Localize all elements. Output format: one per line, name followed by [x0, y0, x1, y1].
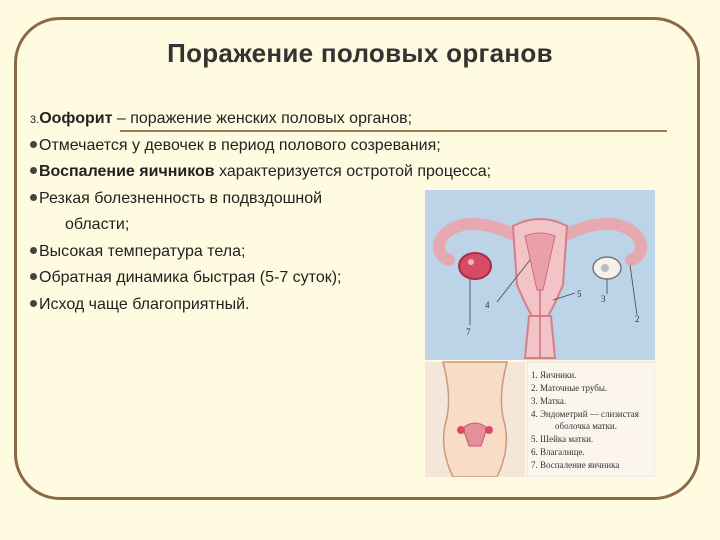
bullet-icon [30, 300, 37, 307]
bullet-line [30, 296, 249, 314]
term-oophoritis: Оофорит [39, 110, 113, 127]
legend-item: 3. Матка. [531, 396, 567, 406]
bullet-icon [30, 273, 37, 280]
bullet-icon [30, 194, 37, 201]
legend-item: 5. Шейка матки. [531, 434, 594, 444]
figure-ovary [457, 426, 465, 434]
bullet-line [30, 269, 341, 287]
continuation-line [65, 216, 129, 234]
legend-item: 6. Влагалище. [531, 447, 585, 457]
label-7: 7 [466, 327, 471, 337]
line-text: Высокая температура тела; [39, 243, 246, 260]
bullet-icon [30, 247, 37, 254]
line-text: Резкая болезненность в подвздошной [39, 190, 323, 207]
ovary-follicle [468, 259, 474, 265]
line-text: Обратная динамика быстрая (5-7 суток); [39, 269, 342, 286]
title-underline [120, 130, 667, 132]
body-silhouette [443, 362, 507, 477]
legend-item: 7. Воспаление яичника [531, 460, 620, 470]
legend-item: 1. Яичники. [531, 370, 577, 380]
text-line [30, 110, 412, 128]
line-text: Отмечается у девочек в период полового созревания; [39, 137, 441, 154]
legend-item: оболочка матки. [555, 421, 617, 431]
ovary-follicle [601, 264, 609, 272]
inflamed-ovary [459, 253, 491, 279]
line-text: – поражение женских половых органов; [112, 110, 413, 127]
legend-item: 2. Маточные трубы. [531, 383, 608, 393]
bullet-icon [30, 167, 37, 174]
slide-title: Поражение половых органов [167, 38, 553, 68]
bullet-icon [30, 141, 37, 148]
line-text: области; [65, 216, 130, 233]
bullet-line [30, 163, 491, 181]
label-5: 5 [577, 289, 582, 299]
anatomy-illustration [425, 190, 655, 477]
term-ovary-inflammation: Воспаление яичников [39, 163, 215, 180]
bullet-line [30, 243, 245, 261]
bullet-line [30, 137, 441, 155]
label-4: 4 [485, 300, 490, 310]
label-3: 3 [601, 294, 606, 304]
label-2: 2 [635, 314, 640, 324]
bullet-line [30, 190, 322, 208]
figure-ovary [485, 426, 493, 434]
line-text: характеризуется остротой процесса; [214, 163, 492, 180]
line-text: Исход чаще благоприятный. [39, 296, 250, 313]
item-number: 3. [30, 114, 40, 126]
legend-item: 4. Эндометрий — слизистая [531, 409, 639, 419]
